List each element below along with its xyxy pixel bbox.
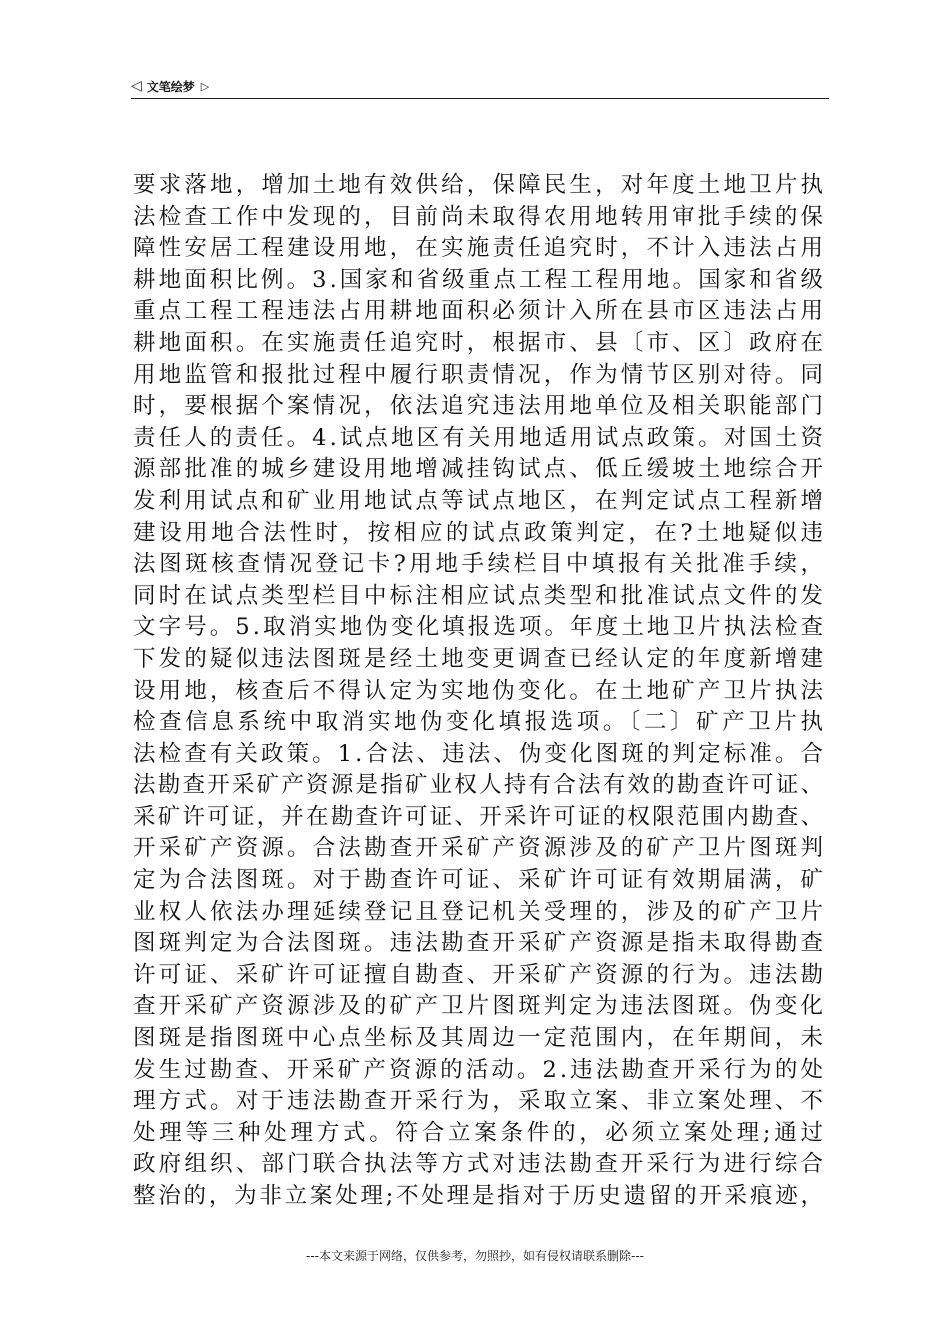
body-line: 下发的疑似违法图斑是经土地变更调查已经认定的年度新增建 xyxy=(133,645,827,672)
body-line: 法检查工作中发现的，目前尚未取得农用地转用审批手续的保 xyxy=(133,203,827,230)
body-line: 查开采矿产资源涉及的矿产卫片图斑判定为违法图斑。伪变化 xyxy=(133,993,827,1020)
body-line: 法勘查开采矿产资源是指矿业权人持有合法有效的勘查许可证、 xyxy=(133,772,826,799)
body-line: 源部批准的城乡建设用地增减挂钩试点、低丘缓坡土地综合开 xyxy=(133,456,827,483)
body-line: 重点工程工程违法占用耕地面积必须计入所在县市区违法占用 xyxy=(133,298,827,325)
body-line: 建设用地合法性时，按相应的试点政策判定，在?土地疑似违 xyxy=(133,519,827,546)
body-line: 同时在试点类型栏目中标注相应试点类型和批准试点文件的发 xyxy=(133,582,827,609)
body-line: 设用地，核查后不得认定为实地伪变化。在土地矿产卫片执法 xyxy=(133,677,827,704)
triangle-right-outline-icon: ▷ xyxy=(200,79,210,93)
body-line: 采矿许可证，并在勘查许可证、开采许可证的权限范围内勘查、 xyxy=(133,803,826,830)
body-line: 图斑是指图斑中心点坐标及其周边一定范围内，在年期间，未 xyxy=(133,1025,827,1052)
body-line: 整治的，为非立案处理;不处理是指对于历史遗留的开采痕迹， xyxy=(133,1183,826,1209)
body-line: 政府组织、部门联合执法等方式对违法勘查开采行为进行综合 xyxy=(133,1151,827,1178)
body-line: 理方式。对于违法勘查开采行为，采取立案、非立案处理、不 xyxy=(133,1088,827,1115)
page-header xyxy=(131,74,829,98)
body-line: 定为合法图斑。对于勘查许可证、采矿许可证有效期届满，矿 xyxy=(133,867,827,894)
body-line: 责任人的责任。4.试点地区有关用地适用试点政策。对国土资 xyxy=(133,424,827,451)
body-line: 法图斑核查情况登记卡?用地手续栏目中填报有关批准手续， xyxy=(133,551,827,578)
body-line: 耕地面积。在实施责任追究时，根据市、县〔市、区〕政府在 xyxy=(133,329,827,356)
body-line: 业权人依法办理延续登记且登记机关受理的，涉及的矿产卫片 xyxy=(133,898,827,925)
header-brand: 文笔绘梦 xyxy=(146,79,195,94)
body-line: 检查信息系统中取消实地伪变化填报选项。〔二〕矿产卫片执 xyxy=(133,709,827,736)
body-line: 发生过勘查、开采矿产资源的活动。2.违法勘查开采行为的处 xyxy=(133,1056,827,1083)
body-line: 用地监管和报批过程中履行职责情况，作为情节区别对待。同 xyxy=(133,361,827,388)
body-line: 许可证、采矿许可证擅自勘查、开采矿产资源的行为。违法勘 xyxy=(133,961,827,988)
body-line: 开采矿产资源。合法勘查开采矿产资源涉及的矿产卫片图斑判 xyxy=(133,835,827,862)
body-line: 文字号。5.取消实地伪变化填报选项。年度土地卫片执法检查 xyxy=(133,614,827,641)
body-line: 时，要根据个案情况，依法追究违法用地单位及相关职能部门 xyxy=(133,393,827,420)
document-body xyxy=(133,170,827,1213)
body-line: 法检查有关政策。1.合法、违法、伪变化图斑的判定标准。合 xyxy=(133,740,827,767)
body-line: 发利用试点和矿业用地试点等试点地区，在判定试点工程新增 xyxy=(133,487,827,514)
body-line: 障性安居工程建设用地，在实施责任追究时，不计入违法占用 xyxy=(133,235,827,262)
header-divider xyxy=(131,98,829,99)
body-line: 处理等三种处理方式。符合立案条件的，必须立案处理;通过 xyxy=(133,1119,827,1146)
body-line: 图斑判定为合法图斑。违法勘查开采矿产资源是指未取得勘查 xyxy=(133,930,827,957)
body-line: 要求落地，增加土地有效供给，保障民生，对年度土地卫片执 xyxy=(133,172,827,198)
page-footer: ---本文来源于网络，仅供参考，勿照抄，如有侵权请联系删除--- xyxy=(306,1249,644,1263)
triangle-left-outline-icon: ◁ xyxy=(131,78,142,94)
body-line: 耕地面积比例。3.国家和省级重点工程工程用地。国家和省级 xyxy=(133,266,827,293)
